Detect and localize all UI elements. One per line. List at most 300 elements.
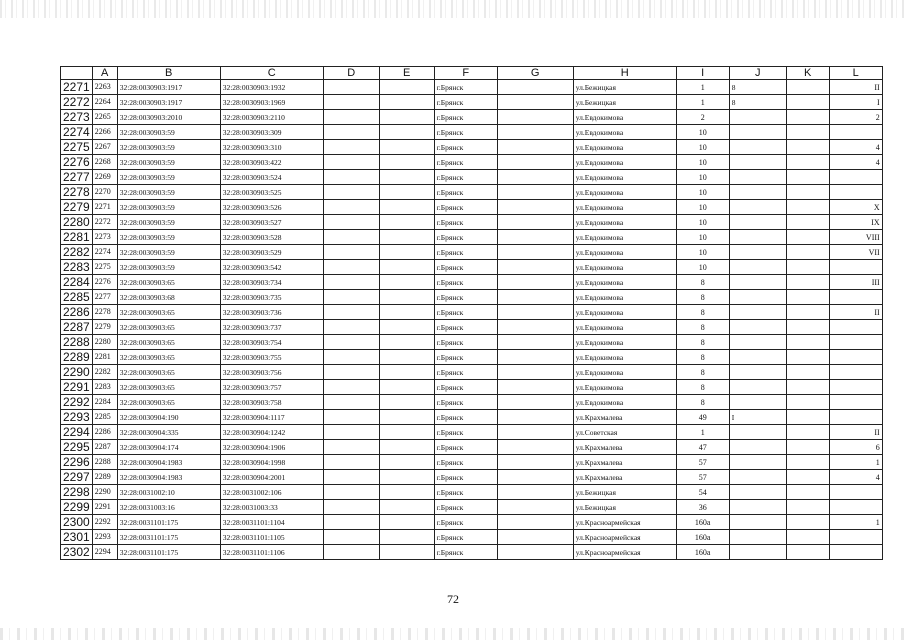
cell-a: 2285 xyxy=(92,410,117,425)
cell-c: 32:28:0030903:309 xyxy=(220,125,323,140)
cell-i: 8 xyxy=(676,365,729,380)
cell-b: 32:28:0030903:59 xyxy=(117,245,220,260)
cell-l xyxy=(829,410,882,425)
cell-d xyxy=(323,455,379,470)
cell-h: ул.Крахмалева xyxy=(573,455,676,470)
cell-c: 32:28:0030903:754 xyxy=(220,335,323,350)
cell-a: 2263 xyxy=(92,80,117,95)
cell-e xyxy=(379,170,434,185)
cell-f: г.Брянск xyxy=(434,275,497,290)
cell-b: 32:28:0031002:10 xyxy=(117,485,220,500)
row-number: 2285 xyxy=(61,290,93,305)
table-row xyxy=(61,155,883,170)
table-row xyxy=(61,350,883,365)
row-number: 2288 xyxy=(61,335,93,350)
cell-i: 10 xyxy=(676,185,729,200)
cell-i: 8 xyxy=(676,275,729,290)
cell-e xyxy=(379,530,434,545)
cell-b: 32:28:0030904:335 xyxy=(117,425,220,440)
cell-j xyxy=(729,335,786,350)
cell-d xyxy=(323,95,379,110)
row-number: 2287 xyxy=(61,320,93,335)
cell-a: 2267 xyxy=(92,140,117,155)
cell-g xyxy=(497,530,573,545)
row-number: 2294 xyxy=(61,425,93,440)
cell-b: 32:28:0031101:175 xyxy=(117,545,220,560)
cell-g xyxy=(497,515,573,530)
column-header-g: G xyxy=(497,67,573,80)
cell-c: 32:28:0031101:1105 xyxy=(220,530,323,545)
cell-c: 32:28:0030903:542 xyxy=(220,260,323,275)
cell-f: г.Брянск xyxy=(434,320,497,335)
cell-k xyxy=(786,185,829,200)
cell-b: 32:28:0030903:65 xyxy=(117,350,220,365)
cell-i: 57 xyxy=(676,455,729,470)
cell-d xyxy=(323,215,379,230)
cell-f: г.Брянск xyxy=(434,455,497,470)
cell-l xyxy=(829,350,882,365)
cell-h: ул.Красноармейская xyxy=(573,515,676,530)
cell-d xyxy=(323,305,379,320)
cell-d xyxy=(323,290,379,305)
row-number: 2281 xyxy=(61,230,93,245)
row-number: 2293 xyxy=(61,410,93,425)
cell-i: 10 xyxy=(676,140,729,155)
table-row xyxy=(61,440,883,455)
cell-f: г.Брянск xyxy=(434,485,497,500)
cell-j xyxy=(729,365,786,380)
table-row xyxy=(61,290,883,305)
row-number: 2284 xyxy=(61,275,93,290)
cell-h: ул.Евдокимова xyxy=(573,320,676,335)
cell-j xyxy=(729,290,786,305)
cell-l xyxy=(829,170,882,185)
cell-a: 2264 xyxy=(92,95,117,110)
cell-f: г.Брянск xyxy=(434,200,497,215)
cell-i: 8 xyxy=(676,290,729,305)
cell-k xyxy=(786,110,829,125)
cell-l xyxy=(829,545,882,560)
cell-a: 2274 xyxy=(92,245,117,260)
cell-l xyxy=(829,530,882,545)
cell-f: г.Брянск xyxy=(434,515,497,530)
cell-c: 32:28:0030903:758 xyxy=(220,395,323,410)
cell-l: IX xyxy=(829,215,882,230)
cell-d xyxy=(323,380,379,395)
spreadsheet-table xyxy=(60,66,883,560)
cell-b: 32:28:0030903:65 xyxy=(117,305,220,320)
cell-k xyxy=(786,515,829,530)
cell-e xyxy=(379,425,434,440)
table-row xyxy=(61,485,883,500)
cell-k xyxy=(786,80,829,95)
cell-k xyxy=(786,485,829,500)
cell-h: ул.Евдокимова xyxy=(573,185,676,200)
cell-f: г.Брянск xyxy=(434,335,497,350)
cell-j xyxy=(729,320,786,335)
cell-j xyxy=(729,530,786,545)
cell-l xyxy=(829,125,882,140)
table-row xyxy=(61,170,883,185)
cell-i: 8 xyxy=(676,335,729,350)
cell-b: 32:28:0030903:65 xyxy=(117,365,220,380)
cell-i: 49 xyxy=(676,410,729,425)
cell-i: 8 xyxy=(676,305,729,320)
cell-h: ул.Советская xyxy=(573,425,676,440)
row-number: 2276 xyxy=(61,155,93,170)
cell-a: 2265 xyxy=(92,110,117,125)
cell-k xyxy=(786,500,829,515)
cell-g xyxy=(497,470,573,485)
cell-i: 8 xyxy=(676,350,729,365)
cell-b: 32:28:0030903:68 xyxy=(117,290,220,305)
cell-h: ул.Бежицкая xyxy=(573,80,676,95)
cell-f: г.Брянск xyxy=(434,125,497,140)
cell-g xyxy=(497,290,573,305)
cell-a: 2279 xyxy=(92,320,117,335)
cell-i: 10 xyxy=(676,155,729,170)
cell-l: II xyxy=(829,425,882,440)
cell-d xyxy=(323,170,379,185)
cell-h: ул.Евдокимова xyxy=(573,200,676,215)
cell-l: I xyxy=(829,95,882,110)
table-row xyxy=(61,185,883,200)
table-row xyxy=(61,320,883,335)
cell-f: г.Брянск xyxy=(434,470,497,485)
cell-k xyxy=(786,395,829,410)
cell-d xyxy=(323,260,379,275)
cell-k xyxy=(786,215,829,230)
cell-d xyxy=(323,185,379,200)
cell-g xyxy=(497,230,573,245)
cell-j xyxy=(729,185,786,200)
cell-f: г.Брянск xyxy=(434,185,497,200)
row-number: 2273 xyxy=(61,110,93,125)
cell-b: 32:28:0030903:59 xyxy=(117,260,220,275)
cell-l xyxy=(829,365,882,380)
cell-h: ул.Евдокимова xyxy=(573,140,676,155)
cell-a: 2281 xyxy=(92,350,117,365)
cell-k xyxy=(786,350,829,365)
cell-f: г.Брянск xyxy=(434,155,497,170)
cell-l xyxy=(829,185,882,200)
cell-d xyxy=(323,230,379,245)
cell-j: 8 xyxy=(729,95,786,110)
column-header-d: D xyxy=(323,67,379,80)
column-header-l: L xyxy=(829,67,882,80)
cell-j xyxy=(729,215,786,230)
cell-c: 32:28:0030903:528 xyxy=(220,230,323,245)
cell-b: 32:28:0030904:174 xyxy=(117,440,220,455)
cell-e xyxy=(379,200,434,215)
cell-g xyxy=(497,425,573,440)
row-number: 2292 xyxy=(61,395,93,410)
cell-g xyxy=(497,545,573,560)
cell-a: 2271 xyxy=(92,200,117,215)
cell-k xyxy=(786,425,829,440)
cell-j xyxy=(729,380,786,395)
cell-k xyxy=(786,320,829,335)
table-row xyxy=(61,305,883,320)
cell-k xyxy=(786,440,829,455)
cell-j xyxy=(729,125,786,140)
cell-e xyxy=(379,275,434,290)
cell-g xyxy=(497,110,573,125)
table-row xyxy=(61,545,883,560)
table-row xyxy=(61,80,883,95)
cell-h: ул.Евдокимова xyxy=(573,305,676,320)
cell-e xyxy=(379,380,434,395)
cell-e xyxy=(379,230,434,245)
column-header-k: K xyxy=(786,67,829,80)
cell-a: 2288 xyxy=(92,455,117,470)
cell-i: 10 xyxy=(676,245,729,260)
cell-a: 2268 xyxy=(92,155,117,170)
cell-j xyxy=(729,230,786,245)
cell-h: ул.Евдокимова xyxy=(573,155,676,170)
cell-i: 8 xyxy=(676,380,729,395)
cell-h: ул.Евдокимова xyxy=(573,110,676,125)
cell-a: 2277 xyxy=(92,290,117,305)
cell-c: 32:28:0030903:737 xyxy=(220,320,323,335)
cell-a: 2292 xyxy=(92,515,117,530)
cell-b: 32:28:0030903:2010 xyxy=(117,110,220,125)
cell-e xyxy=(379,335,434,350)
cell-g xyxy=(497,365,573,380)
cell-g xyxy=(497,80,573,95)
cell-d xyxy=(323,155,379,170)
cell-l: VIII xyxy=(829,230,882,245)
cell-c: 32:28:0030903:524 xyxy=(220,170,323,185)
cell-h: ул.Бежицкая xyxy=(573,485,676,500)
table-row xyxy=(61,515,883,530)
cell-j xyxy=(729,110,786,125)
cell-e xyxy=(379,470,434,485)
scan-noise-bottom xyxy=(0,628,905,640)
cell-g xyxy=(497,185,573,200)
cell-c: 32:28:0030903:526 xyxy=(220,200,323,215)
cell-j xyxy=(729,200,786,215)
cell-b: 32:28:0030903:59 xyxy=(117,155,220,170)
cell-d xyxy=(323,320,379,335)
cell-e xyxy=(379,185,434,200)
cell-i: 1 xyxy=(676,425,729,440)
row-number: 2296 xyxy=(61,455,93,470)
cell-b: 32:28:0030903:59 xyxy=(117,200,220,215)
cell-e xyxy=(379,515,434,530)
table-row xyxy=(61,110,883,125)
cell-d xyxy=(323,485,379,500)
cell-i: 57 xyxy=(676,470,729,485)
table-row xyxy=(61,410,883,425)
cell-c: 32:28:0030903:755 xyxy=(220,350,323,365)
cell-i: 10 xyxy=(676,170,729,185)
cell-j xyxy=(729,470,786,485)
cell-b: 32:28:0031101:175 xyxy=(117,515,220,530)
cell-a: 2282 xyxy=(92,365,117,380)
cell-j xyxy=(729,500,786,515)
cell-i: 160а xyxy=(676,545,729,560)
cell-d xyxy=(323,410,379,425)
cell-b: 32:28:0031003:16 xyxy=(117,500,220,515)
cell-a: 2286 xyxy=(92,425,117,440)
cell-e xyxy=(379,140,434,155)
cell-i: 10 xyxy=(676,260,729,275)
table-row xyxy=(61,200,883,215)
cell-k xyxy=(786,170,829,185)
cell-e xyxy=(379,440,434,455)
row-number: 2302 xyxy=(61,545,93,560)
cell-g xyxy=(497,395,573,410)
cell-c: 32:28:0030903:1932 xyxy=(220,80,323,95)
cell-j xyxy=(729,350,786,365)
cell-d xyxy=(323,140,379,155)
cell-c: 32:28:0030903:2110 xyxy=(220,110,323,125)
table-body xyxy=(61,80,883,560)
cell-e xyxy=(379,350,434,365)
cell-a: 2278 xyxy=(92,305,117,320)
table-row xyxy=(61,95,883,110)
cell-c: 32:28:0031101:1104 xyxy=(220,515,323,530)
cell-l xyxy=(829,320,882,335)
cell-j xyxy=(729,245,786,260)
cell-l xyxy=(829,260,882,275)
cell-i: 160а xyxy=(676,530,729,545)
cell-f: г.Брянск xyxy=(434,500,497,515)
cell-c: 32:28:0031002:106 xyxy=(220,485,323,500)
row-number: 2299 xyxy=(61,500,93,515)
row-number: 2275 xyxy=(61,140,93,155)
cell-l: 2 xyxy=(829,110,882,125)
cell-f: г.Брянск xyxy=(434,290,497,305)
cell-c: 32:28:0030903:734 xyxy=(220,275,323,290)
cell-c: 32:28:0030903:310 xyxy=(220,140,323,155)
cell-f: г.Брянск xyxy=(434,350,497,365)
page-number: 72 xyxy=(447,592,459,606)
table-row xyxy=(61,230,883,245)
cell-e xyxy=(379,215,434,230)
cell-f: г.Брянск xyxy=(434,530,497,545)
cell-c: 32:28:0030903:757 xyxy=(220,380,323,395)
cell-c: 32:28:0030904:1117 xyxy=(220,410,323,425)
row-number: 2301 xyxy=(61,530,93,545)
cell-h: ул.Крахмалева xyxy=(573,470,676,485)
cell-c: 32:28:0031003:33 xyxy=(220,500,323,515)
scan-noise-top xyxy=(0,0,905,18)
row-number: 2297 xyxy=(61,470,93,485)
cell-k xyxy=(786,290,829,305)
row-number: 2295 xyxy=(61,440,93,455)
column-header-b: B xyxy=(117,67,220,80)
cell-i: 10 xyxy=(676,125,729,140)
cell-g xyxy=(497,95,573,110)
cell-h: ул.Крахмалева xyxy=(573,440,676,455)
cell-j xyxy=(729,260,786,275)
row-number: 2271 xyxy=(61,80,93,95)
cell-e xyxy=(379,95,434,110)
cell-f: г.Брянск xyxy=(434,395,497,410)
cell-f: г.Брянск xyxy=(434,245,497,260)
cell-l: 4 xyxy=(829,140,882,155)
cell-g xyxy=(497,350,573,365)
cell-j xyxy=(729,440,786,455)
cell-k xyxy=(786,380,829,395)
cell-h: ул.Евдокимова xyxy=(573,245,676,260)
cell-a: 2269 xyxy=(92,170,117,185)
cell-h: ул.Евдокимова xyxy=(573,350,676,365)
cell-i: 47 xyxy=(676,440,729,455)
cell-i: 10 xyxy=(676,215,729,230)
cell-l: VII xyxy=(829,245,882,260)
cell-h: ул.Евдокимова xyxy=(573,170,676,185)
cell-b: 32:28:0030903:59 xyxy=(117,125,220,140)
column-header-j: J xyxy=(729,67,786,80)
cell-b: 32:28:0030903:65 xyxy=(117,335,220,350)
cell-d xyxy=(323,500,379,515)
cell-e xyxy=(379,260,434,275)
cell-e xyxy=(379,155,434,170)
cell-c: 32:28:0030903:525 xyxy=(220,185,323,200)
column-header-row xyxy=(61,67,883,80)
cell-c: 32:28:0030904:1906 xyxy=(220,440,323,455)
table-row xyxy=(61,395,883,410)
cell-k xyxy=(786,335,829,350)
cell-g xyxy=(497,410,573,425)
table-row xyxy=(61,125,883,140)
cell-c: 32:28:0030903:1969 xyxy=(220,95,323,110)
cell-i: 8 xyxy=(676,320,729,335)
cell-h: ул.Евдокимова xyxy=(573,290,676,305)
cell-l xyxy=(829,380,882,395)
row-number: 2278 xyxy=(61,185,93,200)
cell-f: г.Брянск xyxy=(434,95,497,110)
cell-f: г.Брянск xyxy=(434,170,497,185)
table-row xyxy=(61,365,883,380)
cell-l: 6 xyxy=(829,440,882,455)
row-number: 2279 xyxy=(61,200,93,215)
row-number: 2274 xyxy=(61,125,93,140)
cell-g xyxy=(497,500,573,515)
cell-h: ул.Евдокимова xyxy=(573,365,676,380)
row-number: 2286 xyxy=(61,305,93,320)
cell-b: 32:28:0030903:65 xyxy=(117,395,220,410)
cell-g xyxy=(497,155,573,170)
cell-l: 1 xyxy=(829,515,882,530)
table-row xyxy=(61,530,883,545)
cell-g xyxy=(497,170,573,185)
cell-h: ул.Бежицкая xyxy=(573,500,676,515)
cell-a: 2284 xyxy=(92,395,117,410)
cell-b: 32:28:0030903:59 xyxy=(117,185,220,200)
cell-b: 32:28:0030903:1917 xyxy=(117,80,220,95)
column-header-h: H xyxy=(573,67,676,80)
cell-a: 2276 xyxy=(92,275,117,290)
cell-f: г.Брянск xyxy=(434,260,497,275)
table-row xyxy=(61,245,883,260)
table-row xyxy=(61,335,883,350)
cell-d xyxy=(323,425,379,440)
cell-e xyxy=(379,500,434,515)
cell-g xyxy=(497,245,573,260)
table-row xyxy=(61,140,883,155)
cell-f: г.Брянск xyxy=(434,425,497,440)
cell-d xyxy=(323,125,379,140)
cell-j xyxy=(729,170,786,185)
cell-e xyxy=(379,485,434,500)
cell-i: 1 xyxy=(676,95,729,110)
cell-a: 2287 xyxy=(92,440,117,455)
cell-d xyxy=(323,200,379,215)
